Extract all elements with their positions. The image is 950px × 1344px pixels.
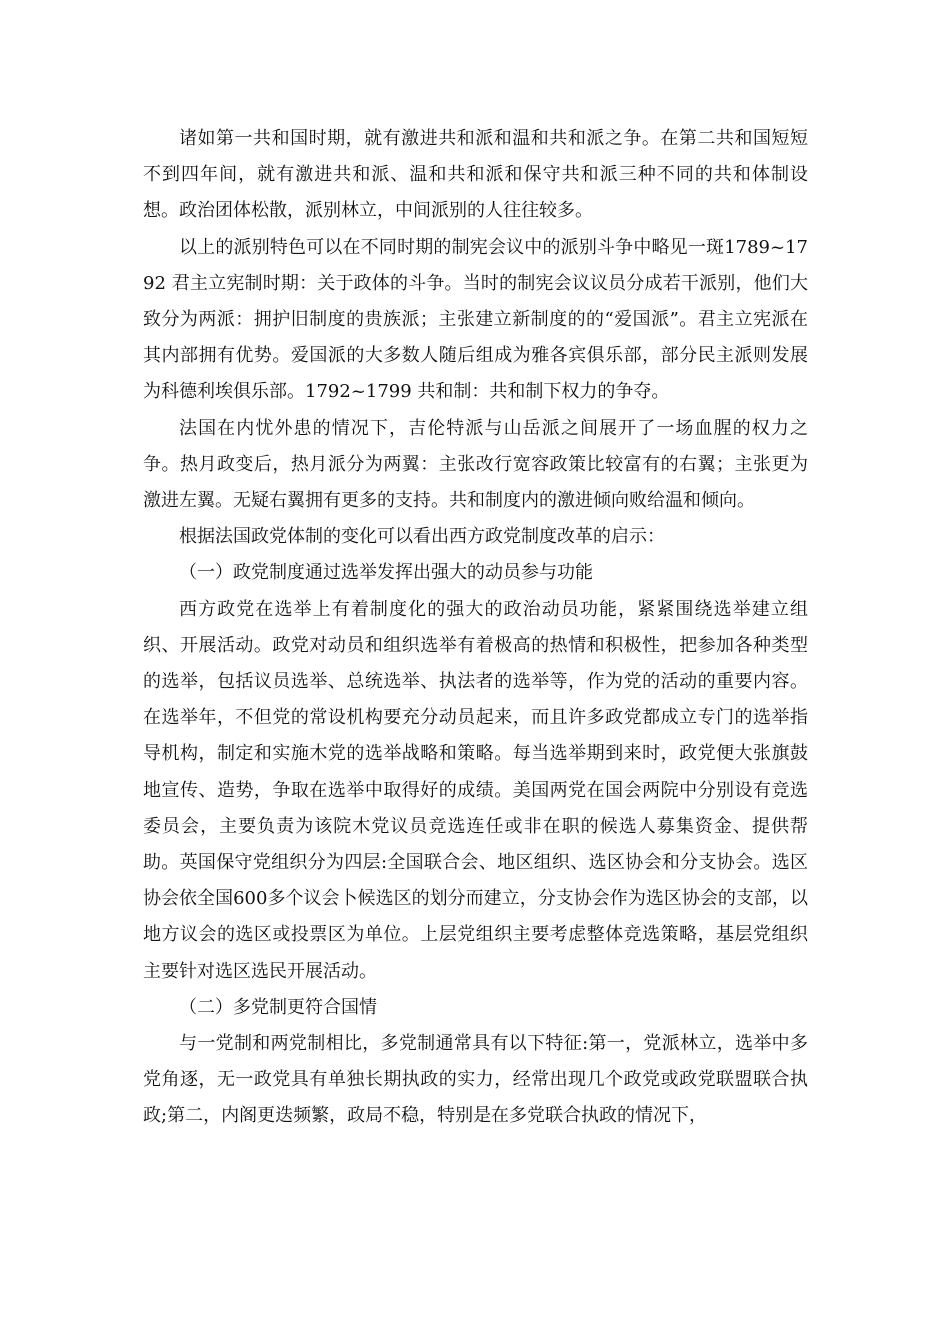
section-heading-multiparty: （二）多党制更符合国情 [179,996,377,1018]
paragraph-first-republic: 诸如第一共和国时期，就有激进共和派和温和共和派之争。在第二共和国短短不到四年间，就有激进共和派、温和共和派和保守共和派三种不同的共和体制设想。政治团体松散，派别林立，中间派别的人往往较多。 [143,128,808,222]
document-body [143,121,808,1135]
paragraph-election-mobilization: 西方政党在选举上有着制度化的强大的政治动员功能，紧紧围绕选举建立组织、开展活动。政党对动员和组织选举有着极高的热情和积极性，把参加各种类型的选举，包括议员选举、总统选举、执法者的选举等，作为党的活动的重要内容。在选举年，不但党的常设机构要充分动员起来，而且许多政党都成立专门的选举指导机构，制定和实施木党的选举战略和策略。每当选举期到来时，政党便大张旗鼓地宣传、造势，争取在选举中取得好的成绩。美国两党在国会两院中分别设有竞选委员会，主要负责为该院木党议员竞选连任或非在职的候选人募集资金、提供帮助。英国保守党组织分为四层:全国联合会、地区组织、选区协会和分支协会。选区协会依全国600多个议会卜候选区的划分而建立，分支协会作为选区协会的支部，以地方议会的选区或投票区为单位。上层党组织主要考虑整体竞选策略，基层党组织主要针对选区选民开展活动。 [143,598,808,982]
paragraph-faction-features: 以上的派别特色可以在不同时期的制宪会议中的派别斗争中略见一斑1789~1792 君主立宪制时期：关于政体的斗争。当时的制宪会议议员分成若干派别，他们大致分为两派：拥护旧制度的贵族派；主张建立新制度的的“爱国派”。君主立宪派在其内部拥有优势。爱国派的大多数人随后组成为雅各宾俱乐部，部分民主派则发展为科德利埃俱乐部。1792~1799 共和制：共和制下权力的争夺。 [143,236,808,403]
paragraph-girondins-montagnards: 法国在内忧外患的情况下，吉伦特派与山岳派之间展开了一场血腥的权力之争。热月政变后，热月派分为两翼：主张改行宽容政策比较富有的右翼；主张更为激进左翼。无疑右翼拥有更多的支持。共和制度内的激进倾向败给温和倾向。 [143,417,808,512]
paragraph-multiparty-features: 与一党制和两党制相比，多党制通常具有以下特征:第一，党派林立，选举中多党角逐，无一政党具有单独长期执政的实力，经常出现几个政党或政党联盟联合执政;第二，内阁更迭频繁，政局不稳，特别是在多党联合执政的情况下， [143,1033,808,1127]
paragraph-reform-lessons: 根据法国政党体制的变化可以看出西方政党制度改革的启示： [179,526,665,548]
section-heading-mobilization: （一）政党制度通过选举发挥出强大的动员参与功能 [179,562,593,584]
